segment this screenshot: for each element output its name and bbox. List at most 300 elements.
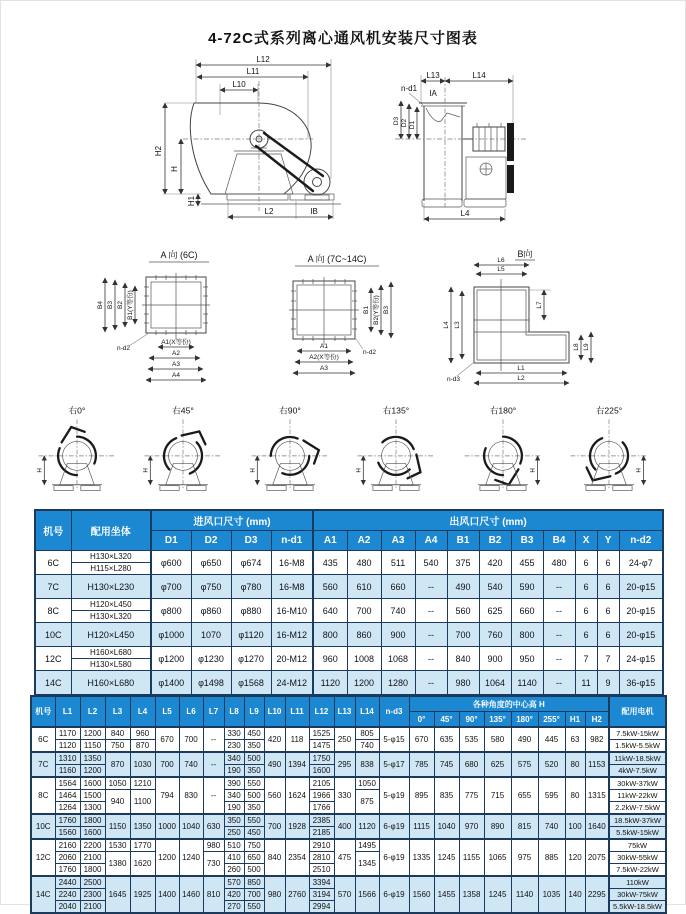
data-cell: 1050	[105, 777, 130, 790]
dim-h2: H2	[154, 145, 163, 157]
svg-text:H: H	[635, 468, 643, 473]
data-cell: 6-φ19	[379, 814, 409, 839]
data-cell: 14C	[31, 876, 55, 913]
label-nd2: n-d2	[117, 345, 131, 352]
data-cell: 1358	[459, 876, 484, 913]
base-channel	[54, 486, 73, 491]
fan-rotation-drawing	[559, 403, 659, 503]
data-cell: 670	[409, 727, 434, 752]
header-cell: 各种角度的中心高 H	[409, 696, 609, 712]
dim-a2: A2	[172, 350, 180, 357]
dim-b1: B1	[363, 306, 370, 314]
fan-side-view-drawing	[141, 51, 403, 241]
data-cell: 2440	[55, 876, 80, 889]
data-cell: 1800	[80, 864, 105, 877]
dim-h1: H1	[187, 195, 196, 207]
data-cell: 20-φ15	[619, 623, 663, 647]
data-cell: 420	[479, 551, 511, 575]
flange-outline	[142, 273, 210, 339]
data-cell: 390	[224, 777, 244, 790]
svg-text:H: H	[355, 468, 363, 473]
data-cell: 6C	[31, 727, 55, 752]
data-cell: 375	[447, 551, 479, 575]
header-cell: L3	[105, 696, 130, 727]
data-cell: φ1200	[151, 647, 191, 671]
data-cell: 6	[575, 599, 597, 623]
data-cell: 1140	[511, 671, 543, 696]
data-cell: 2810	[309, 852, 334, 864]
data-cell: 1350	[80, 752, 105, 765]
data-cell: 1310	[55, 752, 80, 765]
dim-l9: L9	[583, 343, 590, 351]
data-cell: 1464	[55, 790, 80, 802]
data-cell: 700	[447, 623, 479, 647]
data-cell: 630	[203, 814, 224, 839]
header-cell: L4	[130, 696, 155, 727]
data-cell: 1760	[55, 864, 80, 877]
header-cell: 180°	[511, 712, 538, 728]
header-cell: D3	[231, 531, 271, 551]
data-cell: 295	[334, 752, 355, 777]
dim-b2: B2(Y等份)	[373, 295, 380, 325]
dim-b4: B4	[97, 301, 104, 309]
data-cell: 2994	[309, 901, 334, 914]
data-cell: 24-φ7	[619, 551, 663, 575]
data-cell: 815	[511, 814, 538, 839]
data-cell: 420	[224, 889, 244, 901]
data-cell: 3194	[309, 889, 334, 901]
data-cell: 7	[575, 647, 597, 671]
data-cell: 190	[224, 802, 244, 815]
data-cell: 1068	[381, 647, 415, 671]
dim-l1: L1	[517, 365, 525, 372]
data-cell: --	[543, 671, 575, 696]
seat-option: H120×L450	[89, 600, 132, 609]
dim-l12: L12	[256, 55, 270, 64]
data-cell: --	[543, 647, 575, 671]
data-cell: 511	[381, 551, 415, 575]
header-cell: 0°	[409, 712, 434, 728]
header-cell: X	[575, 531, 597, 551]
header-cell: L5	[155, 696, 179, 727]
data-cell: 140	[565, 876, 585, 913]
dim-b3: B3	[383, 306, 390, 314]
dim-a2: A2(X等份)	[309, 354, 339, 361]
data-cell: 24-M12	[271, 671, 313, 696]
data-cell: 2510	[309, 864, 334, 877]
dim-l13: L13	[426, 71, 440, 80]
data-cell: 980	[264, 876, 285, 913]
header-cell: 机号	[35, 510, 71, 551]
data-cell: 18.5kW-37kW	[609, 814, 666, 827]
data-cell: 1600	[309, 765, 334, 778]
header-cell: 配用电机	[609, 696, 666, 727]
data-cell: 12C	[31, 839, 55, 876]
data-cell: 700	[244, 889, 264, 901]
data-cell: 595	[538, 777, 565, 814]
data-cell: --	[203, 752, 224, 777]
data-cell: 16-M8	[271, 575, 313, 599]
header-cell: A2	[347, 531, 381, 551]
dim-a3: A3	[172, 361, 180, 368]
data-cell: 490	[447, 575, 479, 599]
data-cell: 670	[155, 727, 179, 752]
data-cell: φ674	[231, 551, 271, 575]
data-cell: φ1000	[151, 623, 191, 647]
scroll-outline	[369, 429, 430, 490]
base-channel	[506, 486, 525, 491]
data-cell: 715	[484, 777, 511, 814]
seat-option: H160×L680	[89, 648, 132, 657]
header-cell: L9	[244, 696, 264, 727]
data-cell: 895	[409, 777, 434, 814]
data-cell: 1155	[459, 839, 484, 876]
header-cell: L7	[203, 696, 224, 727]
dim-a4: A4	[172, 372, 180, 379]
data-cell: 1240	[179, 839, 203, 876]
data-cell: 560	[447, 599, 479, 623]
data-cell: 875	[355, 790, 379, 815]
a-view-6c-drawing	[79, 247, 301, 399]
data-cell: 570	[334, 876, 355, 913]
header-cell: n-d2	[619, 531, 663, 551]
data-cell: 11	[575, 671, 597, 696]
svg-text:H: H	[36, 468, 44, 473]
data-cell: 650	[244, 852, 264, 864]
data-cell: 1100	[130, 790, 155, 815]
data-cell: 730	[203, 852, 224, 877]
data-cell: 100	[565, 814, 585, 839]
data-cell: 6	[575, 575, 597, 599]
data-cell: 975	[511, 839, 538, 876]
data-cell: 1050	[355, 777, 379, 790]
data-cell: 2060	[55, 852, 80, 864]
dim-l7: L7	[536, 301, 543, 309]
data-cell: 270	[224, 901, 244, 914]
data-cell: 740	[355, 740, 379, 753]
seat-option: H130×L580	[72, 658, 151, 670]
data-cell: 1040	[179, 814, 203, 839]
data-cell: 1170	[55, 727, 80, 740]
motor-and-pulley-outline	[422, 123, 514, 207]
data-cell: φ700	[151, 575, 191, 599]
data-cell: 450	[244, 827, 264, 840]
dim-l4: L4	[443, 321, 450, 329]
data-cell: 520	[538, 752, 565, 777]
base-channel	[586, 486, 605, 491]
fan-axial-view-drawing	[393, 51, 661, 241]
data-cell: 1525	[309, 727, 334, 740]
data-cell: --	[415, 647, 447, 671]
data-cell: φ750	[191, 575, 231, 599]
data-cell: 475	[334, 839, 355, 876]
dim-a3: A3	[320, 365, 328, 372]
dim-l5: L5	[497, 266, 505, 273]
data-cell: 550	[244, 814, 264, 827]
data-cell: 7.5kW-22kW	[609, 864, 666, 877]
data-cell: 560	[264, 777, 285, 814]
data-cell: 1065	[484, 839, 511, 876]
data-cell: --	[415, 599, 447, 623]
data-cell: 1455	[434, 876, 459, 913]
rotation-angle-label: 右0°	[68, 405, 86, 416]
data-cell: 6C	[35, 551, 71, 575]
data-cell: 6	[575, 623, 597, 647]
data-cell: 575	[511, 752, 538, 777]
data-cell: 6	[575, 551, 597, 575]
data-cell: 540	[479, 575, 511, 599]
data-cell: 8C	[35, 599, 71, 623]
data-cell: 900	[479, 647, 511, 671]
data-cell: 6-φ19	[379, 839, 409, 876]
data-cell: 1008	[347, 647, 381, 671]
data-cell: 835	[434, 777, 459, 814]
dim-ib: IB	[310, 207, 318, 216]
seat-option: H115×L280	[72, 562, 151, 574]
dim-d2: D2	[401, 118, 408, 128]
dim-l6: L6	[497, 257, 505, 264]
data-cell	[71, 551, 151, 575]
dim-l11: L11	[246, 67, 260, 76]
header-cell: L10	[264, 696, 285, 727]
data-cell: --	[203, 777, 224, 814]
data-cell: 410	[224, 852, 244, 864]
data-cell: 900	[381, 623, 415, 647]
dim-d1: D1	[409, 120, 416, 130]
data-cell: 750	[105, 740, 130, 753]
data-cell: 510	[224, 839, 244, 852]
data-cell: 30kW-75kW	[609, 889, 666, 901]
data-cell: 1315	[585, 777, 609, 814]
data-cell: --	[415, 575, 447, 599]
data-cell: 800	[313, 623, 347, 647]
data-cell: 330	[224, 727, 244, 740]
data-cell: 6	[597, 551, 619, 575]
data-cell: --	[543, 623, 575, 647]
data-cell: 4kW-7.5kW	[609, 765, 666, 778]
fan-casing-outline	[183, 81, 341, 211]
motor-outline	[304, 169, 330, 200]
data-cell: 1200	[347, 671, 381, 696]
data-cell: 330	[334, 777, 355, 814]
dim-a1: A1	[320, 343, 328, 350]
data-cell: 1070	[191, 623, 231, 647]
data-cell: 10C	[31, 814, 55, 839]
data-cell: 1350	[130, 814, 155, 839]
data-cell: 1564	[55, 777, 80, 790]
data-cell: 12C	[35, 647, 71, 671]
data-cell: 480	[347, 551, 381, 575]
header-cell: 机号	[31, 696, 55, 727]
header-cell: L8	[224, 696, 244, 727]
base-channel	[81, 486, 100, 491]
data-cell: 745	[434, 752, 459, 777]
data-cell: φ1400	[151, 671, 191, 696]
data-cell: 794	[155, 777, 179, 814]
data-cell: H120×L450	[71, 623, 151, 647]
dim-b2: B2	[117, 301, 124, 309]
seat-option: H130×L320	[72, 610, 151, 622]
data-cell: 6	[597, 623, 619, 647]
data-cell: 250	[334, 727, 355, 752]
data-cell: 6	[597, 599, 619, 623]
data-cell: 1000	[155, 814, 179, 839]
data-cell: 625	[484, 752, 511, 777]
header-cell: n-d1	[271, 531, 313, 551]
data-cell: 700	[179, 727, 203, 752]
dim-l14: L14	[472, 71, 486, 80]
data-cell: 9	[597, 671, 619, 696]
data-cell: 1040	[434, 814, 459, 839]
data-cell: φ880	[231, 599, 271, 623]
data-cell: 610	[347, 575, 381, 599]
data-cell: 14C	[35, 671, 71, 696]
rotation-angle-label: 右225°	[595, 405, 623, 416]
data-cell: 1210	[130, 777, 155, 790]
data-cell: 535	[459, 727, 484, 752]
header-cell: 135°	[484, 712, 511, 728]
data-cell: 960	[130, 727, 155, 740]
scroll-outline	[156, 422, 217, 483]
data-cell: 2354	[285, 839, 309, 876]
pulley-upper	[507, 123, 514, 161]
header-cell: A4	[415, 531, 447, 551]
dim-b3: B3	[107, 301, 114, 309]
data-cell: 10C	[35, 623, 71, 647]
data-cell: 640	[313, 599, 347, 623]
fan-rotation-drawing	[453, 403, 553, 503]
header-cell: B1	[447, 531, 479, 551]
data-cell: 260	[224, 864, 244, 877]
data-cell: 450	[244, 727, 264, 740]
data-cell: 805	[355, 727, 379, 740]
base-channel	[187, 486, 206, 491]
data-cell: 1770	[130, 839, 155, 852]
data-cell: 2105	[309, 777, 334, 790]
data-cell: 830	[179, 777, 203, 814]
data-cell: 840	[105, 727, 130, 740]
pulley-lower	[507, 165, 514, 193]
data-cell: 760	[479, 623, 511, 647]
data-cell: 560	[313, 575, 347, 599]
data-cell: 118	[285, 727, 309, 752]
data-cell: 850	[244, 876, 264, 889]
data-cell: 16-M10	[271, 599, 313, 623]
data-cell: 20-φ15	[619, 575, 663, 599]
data-cell: 860	[347, 623, 381, 647]
label-ia: IA	[429, 89, 437, 98]
flange-outline	[289, 277, 359, 345]
data-cell: 1120	[355, 814, 379, 839]
data-cell: 660	[511, 599, 543, 623]
data-cell: 490	[264, 752, 285, 777]
header-cell: D2	[191, 531, 231, 551]
page-title: 4-72C式系列离心通风机安装尺寸图表	[208, 30, 478, 47]
rotation-diagrams-row	[27, 403, 659, 503]
header-cell: Y	[597, 531, 619, 551]
data-cell: 680	[459, 752, 484, 777]
data-cell: 590	[511, 575, 543, 599]
rotation-angle-label: 右45°	[172, 405, 195, 416]
header-cell: L6	[179, 696, 203, 727]
svg-text:H: H	[142, 468, 150, 473]
data-cell: 1760	[55, 814, 80, 827]
base-channel	[400, 486, 419, 491]
data-cell: 16-M12	[271, 623, 313, 647]
data-cell: 1600	[80, 777, 105, 790]
rotation-angle-label: 右135°	[382, 405, 410, 416]
data-cell: φ1120	[231, 623, 271, 647]
data-cell: 1925	[130, 876, 155, 913]
h-dimension	[529, 456, 537, 485]
data-cell: 1475	[309, 740, 334, 753]
header-cell: L1	[55, 696, 80, 727]
data-cell: 5-φ15	[379, 727, 409, 752]
data-cell: 540	[415, 551, 447, 575]
data-cell: 2295	[585, 876, 609, 913]
data-cell: 960	[313, 647, 347, 671]
data-cell: 1394	[285, 752, 309, 777]
data-cell: 2200	[80, 839, 105, 852]
data-cell: 75kW	[609, 839, 666, 852]
header-cell: H2	[585, 712, 609, 728]
fan-rotation-drawing	[346, 403, 446, 503]
data-cell: 230	[224, 740, 244, 753]
scroll-outline	[575, 429, 636, 490]
data-cell: 1245	[484, 876, 511, 913]
svg-text:H: H	[529, 468, 537, 473]
header-cell: L11	[285, 696, 309, 727]
data-cell: 750	[244, 839, 264, 852]
data-cell: 7C	[35, 575, 71, 599]
data-cell: 445	[538, 727, 565, 752]
base-channel	[267, 486, 286, 491]
header-cell: 255°	[538, 712, 565, 728]
data-cell: 2040	[55, 901, 80, 914]
data-cell: 635	[434, 727, 459, 752]
header-cell: A3	[381, 531, 415, 551]
data-cell: 1335	[409, 839, 434, 876]
data-cell: 11kW-18.5kW	[609, 752, 666, 765]
fan-rotation-drawing	[27, 403, 127, 503]
a6c-dimensions	[97, 278, 206, 380]
data-cell: 1120	[55, 740, 80, 753]
data-cell: 1150	[105, 814, 130, 839]
data-cell: 5.5kW-15kW	[609, 827, 666, 840]
data-cell: --	[543, 599, 575, 623]
data-cell: 190	[224, 765, 244, 778]
data-cell: 350	[244, 765, 264, 778]
axial-dimensions	[393, 71, 513, 221]
base-channel	[227, 194, 288, 200]
h-dimension	[249, 456, 257, 485]
data-cell: 800	[511, 623, 543, 647]
inlet-outlet-dimensions-table	[34, 509, 664, 696]
data-cell: 2910	[309, 839, 334, 852]
data-cell: 890	[484, 814, 511, 839]
base-channel	[373, 486, 392, 491]
data-cell: 550	[244, 777, 264, 790]
data-cell: 570	[224, 876, 244, 889]
data-cell: 8C	[31, 777, 55, 814]
data-cell: --	[415, 623, 447, 647]
base-channel	[294, 486, 313, 491]
data-cell: --	[203, 727, 224, 752]
data-cell: 2160	[55, 839, 80, 852]
data-cell: 1530	[105, 839, 130, 852]
data-cell: 970	[459, 814, 484, 839]
data-cell: 30kW-37kW	[609, 777, 666, 790]
